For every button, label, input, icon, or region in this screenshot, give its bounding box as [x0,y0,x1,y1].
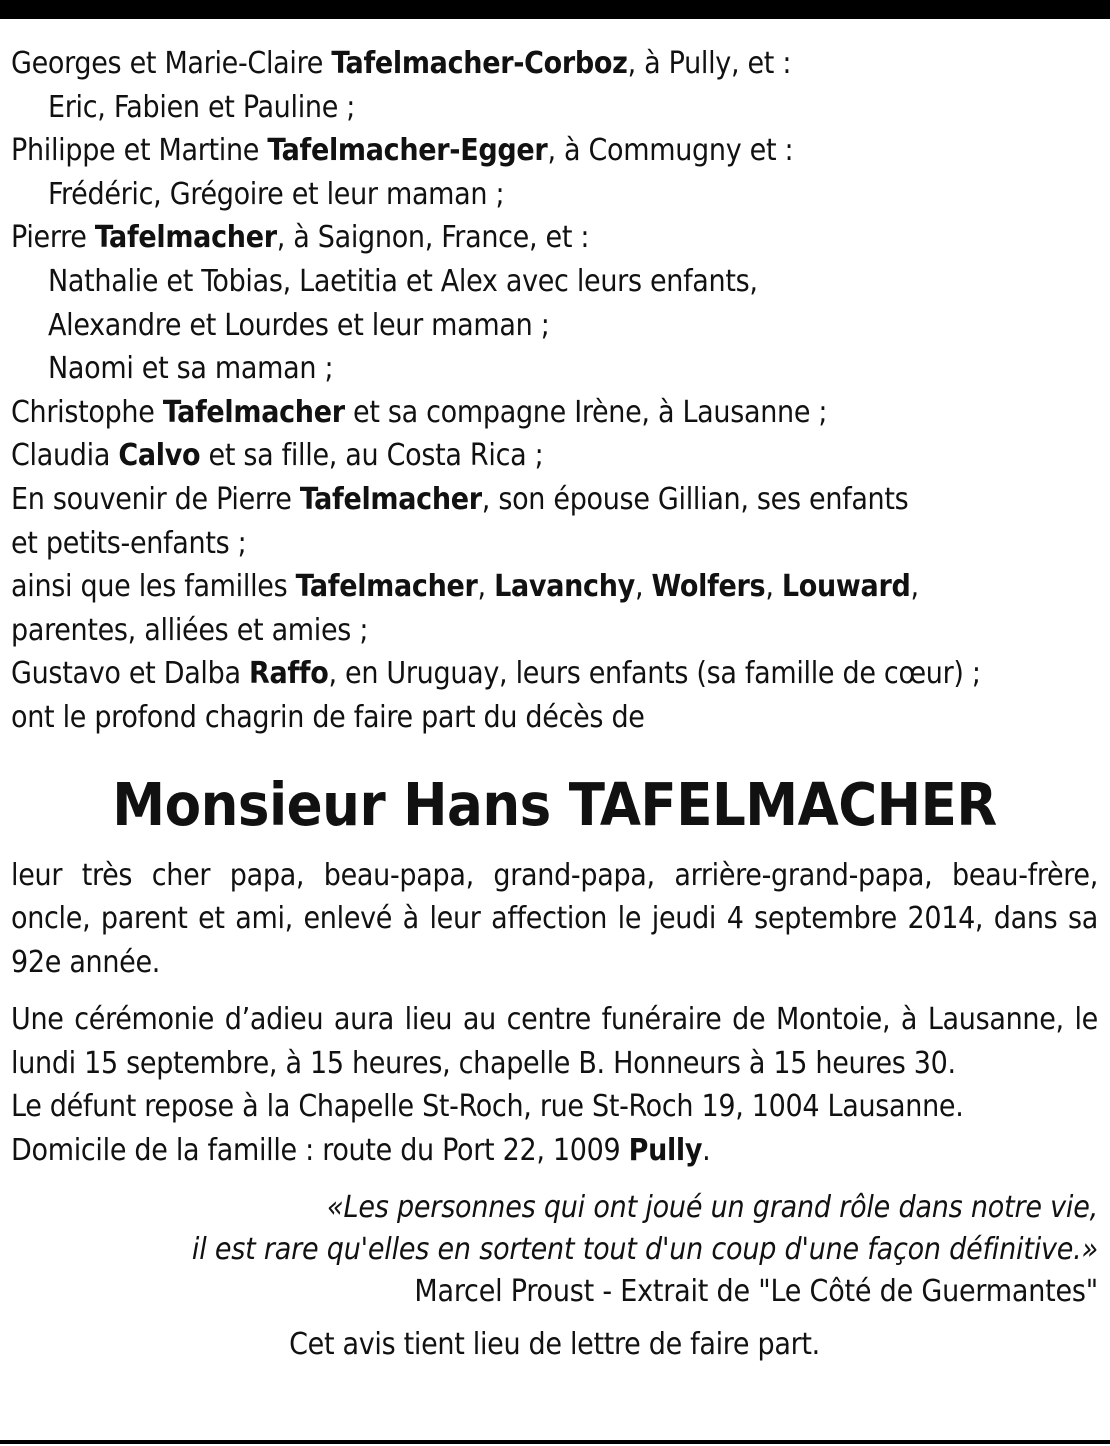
family-children-line: Nathalie et Tobias, Laetitia et Alex avec leurs enfants, [48,263,758,299]
repose-info: Le défunt repose à la Chapelle St-Roch, rue St-Roch 19, 1004 Lausanne. [11,1089,964,1125]
top-border [0,0,1110,19]
deceased-name: Monsieur Hans TAFELMACHER [112,769,997,839]
family-line: En souvenir de Pierre Tafelmacher, son épouse Gillian, ses enfants [11,481,909,517]
family-children-line: Alexandre et Lourdes et leur maman ; [48,307,550,343]
family-line: Georges et Marie-Claire Tafelmacher-Corboz, à Pully, et : [11,46,792,81]
family-children-line: Eric, Fabien et Pauline ; [48,89,356,125]
family-list [11,42,1098,740]
family-line: Philippe et Martine Tafelmacher-Egger, à Commugny et : [11,133,794,169]
bottom-border [0,1440,1110,1444]
family-line: Pierre Tafelmacher, à Saignon, France, et : [11,220,590,256]
quote-attribution: Marcel Proust - Extrait de "Le Côté de Guermantes" [414,1273,1098,1309]
family-line: Gustavo et Dalba Raffo, en Uruguay, leurs enfants (sa famille de cœur) ; [11,656,981,692]
family-children-line: Naomi et sa maman ; [48,351,334,387]
obituary-notice [11,42,1098,1366]
quote-line: «Les personnes qui ont joué un grand rôle dans notre vie, [327,1189,1098,1225]
family-line-continued: et petits-enfants ; [11,525,247,561]
family-line-continued: parentes, alliées et amies ; [11,612,369,648]
family-line: Christophe Tafelmacher et sa compagne Irène, à Lausanne ; [11,394,828,430]
ceremony-info: Une cérémonie d’adieu aura lieu au centre funéraire de Montoie, à Lausanne, le lundi 15 septembre, à 15 heures, chapelle B. Honneurs à 15 heures 30. [11,1002,1098,1081]
family-line: ainsi que les familles Tafelmacher, Lavanchy, Wolfers, Louward, [11,569,919,605]
family-line: Claudia Calvo et sa fille, au Costa Rica ; [11,438,544,474]
family-children-line: Frédéric, Grégoire et leur maman ; [48,176,505,212]
deceased-description: leur très cher papa, beau-papa, grand-papa, arrière-grand-papa, beau-frère, oncle, parent et ami, enlevé à leur affection le jeudi 4 septembre 2014, dans sa 92e année. [11,857,1098,980]
quote-block [11,1187,1098,1313]
closing-note: Cet avis tient lieu de lettre de faire part. [289,1326,820,1362]
quote-line: il est rare qu'elles en sortent tout d'un coup d'une façon définitive.» [191,1231,1098,1267]
domicile-info: Domicile de la famille : route du Port 22, 1009 Pully. [11,1133,711,1169]
announcement-line: ont le profond chagrin de faire part du décès de [11,699,645,735]
